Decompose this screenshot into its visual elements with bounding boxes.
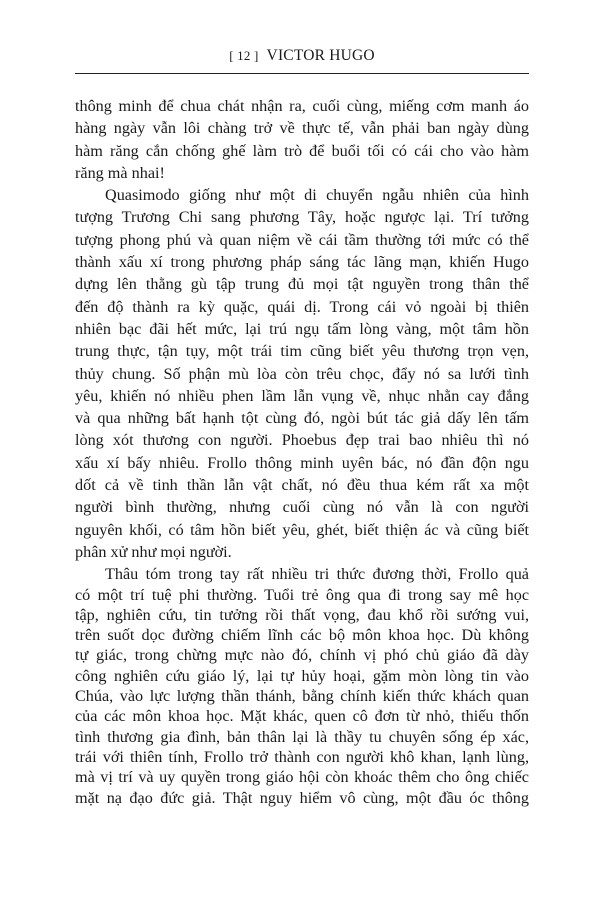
text-line: hàm răng cắn chống ghế làm trò để buổi tối có cái cho vào hàm [75,141,529,160]
text-line: thủy chung. Số phận mù lòa còn trêu chọc, đẩy nó sa lưới tình [75,364,529,383]
header-rule [75,73,529,74]
text-line: nhiên bạc đãi hết mức, lại trú ngụ tấm lòng vàng, một tâm hồn [75,319,529,338]
text-line: xấu xí bấy nhiêu. Frollo thông minh uyên bác, nó đần độn ngu [75,453,529,472]
text-line: trung thực, tận tụy, một trái tim cũng biết yêu thương trọn vẹn, [75,342,529,361]
text-line: có một trí tuệ phi thường. Tuổi trẻ ông qua đi trong say mê học [75,585,529,604]
text-line: Thâu tóm trong tay rất nhiều tri thức đương thời, Frollo quả [105,565,529,584]
text-line: trên suốt dọc đường chiếm lĩnh các bộ môn khoa học. Dù không [75,626,529,645]
text-line: dựng lên thằng gù tập trung đủ mọi tật nguyền trong thân thể [75,275,529,294]
page-body [75,95,529,808]
paragraph [75,184,529,563]
text-line: phân xử như mọi người. [75,542,232,561]
text-line: lòng xót thương con người. Phoebus đẹp trai bao nhiêu thì nó [75,431,529,450]
text-line: yêu, khiến nó nhiều phen lầm lẫn vụng về, nhục nhằn cay đắng [75,386,529,405]
text-line: tượng Trương Chi sang phương Tây, hoặc ngược lại. Trí tưởng [75,208,529,227]
text-line: của các môn khoa học. Mặt khác, quen cô đơn từ nhỏ, thiếu thốn [75,707,529,726]
text-line: nguyên khối, có tâm hồn biết yêu, ghét, biết thiện ác và cũng biết [75,520,529,539]
text-line: và qua những bất hạnh tột cùng đó, ngòi bút tác giả dấy lên tấm [75,409,529,428]
text-line: Quasimodo giống như một di chuyển ngẫu nhiên của hình [105,186,529,205]
text-line: dốt cả về tinh thần lẫn vật chất, nó đều thua kém rất xa một [75,476,529,495]
text-line: tượng phong phú và quan niệm về cái tầm thường tới mức có thể [75,230,529,249]
text-line: hàng ngày vẫn lôi chàng trở về thực tế, vẫn phải ban ngày dùng [75,119,529,138]
text-line: mặt nạ đạo đức giả. Thật nguy hiểm vô cùng, một đầu óc thông [75,788,529,807]
text-line: đến độ thành ra kỳ quặc, quái dị. Trong cái vỏ ngoài bị thiên [75,297,529,316]
text-line: công nghiên cứu giáo lý, lại tự hủy hoại, gặm mòn lòng tin vào [75,666,529,685]
paragraph [75,95,529,184]
text-line: tự giác, trong chừng mực nào đó, chính vị phó chủ giáo đã dày [75,646,529,665]
text-line: tình thương gia đình, bản thân lại là thầy tu chuyên sống ép xác, [75,727,529,746]
text-line: thành xấu xí trong phương pháp sáng tác lãng mạn, khiến Hugo [75,253,529,272]
text-line: người bình thường, nhưng cuối cùng nó vẫn là con người [75,498,529,517]
page-number: [ 12 ] [229,48,259,63]
running-title: VICTOR HUGO [266,47,375,64]
text-line: trái với thiên tính, Frollo trở thành con người khô khan, lạnh lùng, [75,747,529,766]
paragraph [75,564,529,808]
text-line: thông minh để chua chát nhận ra, cuối cùng, miếng cơm manh áo [75,97,529,115]
text-line: Chúa, vào lực lượng thần thánh, bằng chính kiến thức khách quan [75,687,529,706]
text-line: răng mà nhai! [75,163,165,182]
text-line: mà vị trí và uy quyền trong giáo hội còn khoác thêm cho ông chiếc [75,768,529,787]
running-header [75,47,529,65]
text-line: tập, nghiên cứu, tin tưởng rồi thất vọng, đau khổ rồi sướng vui, [75,605,529,624]
